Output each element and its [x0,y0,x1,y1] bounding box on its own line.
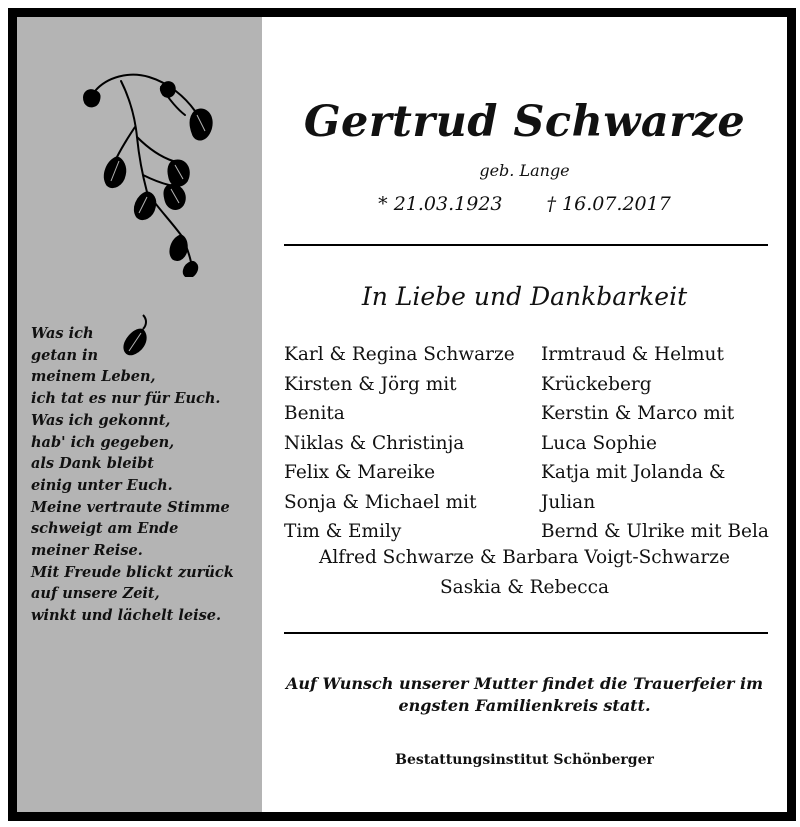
death-date: † 16.07.2017 [546,193,671,215]
mourner-line: Luca Sophie [541,432,657,454]
poem-line: Was ich [31,325,94,342]
mourner-line: Tim & Emily [284,521,402,542]
poem-line: winkt und lächelt leise. [31,607,222,625]
mourner-line: Karl & Regina Schwarze [284,344,515,365]
poem-line: Meine vertraute Stimme [31,498,230,516]
poem-line: Was ich gekonnt, [31,411,171,429]
funeral-notice-line: Auf Wunsch unserer Mutter findet die Trauerfeier im [285,674,764,693]
mourner-line: Bernd & Ulrike mit Bela [541,521,769,542]
birth-name: geb. Lange [479,161,570,180]
mourner-line: Niklas & Christinja [284,432,465,454]
poem-line: ich tat es nur für Euch. [31,390,221,408]
poem-sidebar [17,17,262,812]
mourner-line-center: Saskia & Rebecca [439,577,609,598]
mourner-line: Katja mit Jolanda & [541,462,726,483]
poem-line: meiner Reise. [31,542,143,560]
deceased-name: Gertrud Schwarze [303,97,746,147]
poem [31,323,261,627]
motto: In Liebe und Dankbarkeit [361,282,688,311]
birch-branch-icon [77,57,217,277]
funeral-notice-line: engsten Familienkreis statt. [398,696,651,715]
mourner-line: Kerstin & Marco mit [541,403,735,424]
funeral-home: Bestattungsinstitut Schönberger [395,752,654,768]
mourner-line: Benita [284,403,345,424]
birth-date: * 21.03.1923 [378,193,503,215]
obituary-frame [8,8,796,821]
life-dates [262,193,787,215]
mourners-left-column [284,340,515,547]
mourners-right-column [541,340,769,547]
poem-line: einig unter Euch. [31,476,173,494]
divider [284,244,768,246]
divider [284,632,768,634]
poem-line: hab' ich gegeben, [31,433,175,451]
poem-line: als Dank bleibt [31,455,154,473]
mourner-line: Krückeberg [541,373,652,395]
mourner-line: Kirsten & Jörg mit [284,373,457,395]
poem-line: auf unsere Zeit, [31,585,160,603]
obituary-main [262,17,787,812]
mourner-line: Felix & Mareike [284,462,436,483]
mourner-line-center: Alfred Schwarze & Barbara Voigt-Schwarze [319,547,730,568]
poem-line: Mit Freude blickt zurück [31,563,234,581]
funeral-notice [262,673,787,717]
poem-line: schweigt am Ende [31,520,179,538]
poem-line: meinem Leben, [31,368,156,386]
poem-line: getan in [31,346,99,364]
mourner-line: Sonja & Michael mit [284,491,477,513]
mourner-line: Julian [541,491,596,513]
mourner-line: Irmtraud & Helmut [541,344,724,365]
